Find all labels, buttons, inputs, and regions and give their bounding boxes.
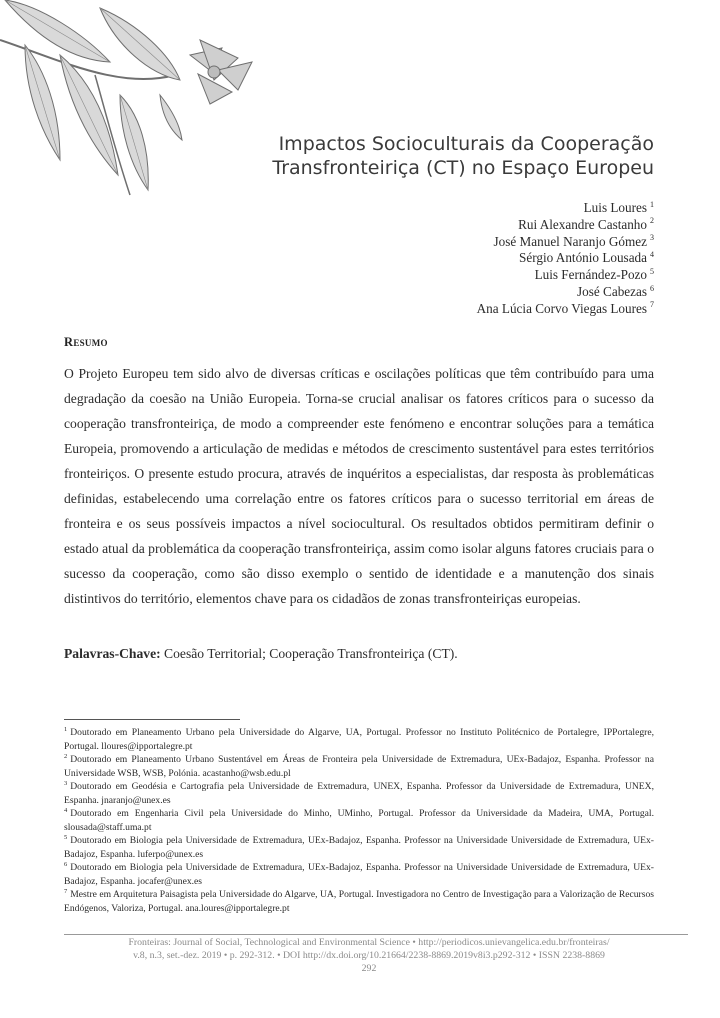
- footnote: [64, 807, 654, 834]
- footnote-text: Mestre em Arquitetura Paisagista pela Universidade do Algarve, UA, Portugal. Investigadora no Centro de Investigação para a Valorização de Recursos Endógenos, Valoriza, Portugal. ana.loures@ipportalegre.pt: [64, 889, 654, 914]
- footer-citation-line: v.8, n.3, set.-dez. 2019 • p. 292-312. • DOI http://dx.doi.org/10.21664/2238-8869.2019v8i3.p292-312 • ISSN 2238-8869: [133, 950, 605, 961]
- keywords-label: Palavras-Chave:: [64, 646, 161, 661]
- author-footnote-mark: 2: [650, 216, 654, 226]
- author-entry: [477, 284, 654, 301]
- author-list: [477, 200, 654, 318]
- author-entry: [477, 217, 654, 234]
- author-name: José Manuel Naranjo Gómez: [493, 233, 647, 249]
- article-title: [250, 132, 654, 180]
- botanical-illustration: [0, 0, 270, 200]
- footnote: [64, 888, 654, 915]
- author-name: Ana Lúcia Corvo Viegas Loures: [476, 300, 647, 316]
- footnote-text: Doutorado em Planeamento Urbano Sustentável em Áreas de Fronteira pela Universidade de Extremadura, UEx-Badajoz, Espanha. Professor na Universidade WSB, WSB, Polónia. acastanho@wsb.edu.pl: [64, 754, 654, 779]
- footnote: [64, 780, 654, 807]
- author-footnote-mark: 6: [650, 283, 654, 293]
- author-footnote-mark: 5: [650, 266, 654, 276]
- author-entry: [477, 250, 654, 267]
- author-name: Luis Fernández-Pozo: [534, 267, 647, 283]
- footnote-mark: 7: [64, 887, 68, 895]
- footnote: [64, 726, 654, 753]
- abstract-text: O Projeto Europeu tem sido alvo de diversas críticas e oscilações políticas que têm contribuído para uma degradação da coesão na União Europeia. Torna-se crucial analisar os fatores críticos para o sucesso da cooperação transfronteiriça, de modo a compreender este fenómeno e encontrar soluções para a temática Europeia, promovendo a articulação de medidas e métodos de crescimento sustentável para estes territórios fronteiriços. O presente estudo procura, através de inquéritos a especialistas, dar resposta às problemáticas definidas, estabelecendo uma correlação entre os fatores críticos para o sucesso territorial em áreas de fronteira e os seus possíveis impactos a nível sociocultural. Os resultados obtidos permitiram definir o estado atual da problemática da cooperação transfronteiriça, assim como isolar alguns fatores cruciais para o sucesso da cooperação, como são disso exemplo o sentido de identidade e a manutenção dos sinais distintivos do território, elementos chave para os cidadãos de zonas transfronteiriças europeias.: [64, 366, 654, 606]
- author-name: Luis Loures: [583, 200, 647, 215]
- footnote-mark: 2: [64, 752, 68, 760]
- footnote-mark: 3: [64, 779, 68, 787]
- footnote-mark: 6: [64, 860, 68, 868]
- footer-divider: [64, 934, 688, 935]
- author-name: José Cabezas: [577, 283, 647, 299]
- footnote-divider: [64, 719, 240, 720]
- author-footnote-mark: 7: [650, 300, 654, 310]
- author-footnote-mark: 3: [650, 233, 654, 243]
- footnote-mark: 4: [64, 806, 68, 814]
- journal-footer: [64, 936, 674, 975]
- footer-journal-line: Fronteiras: Journal of Social, Technological and Environmental Science • http://periodicos.unievangelica.edu.br/fronteiras/: [128, 937, 610, 948]
- footnote: [64, 861, 654, 888]
- keywords-text: Coesão Territorial; Cooperação Transfronteiriça (CT).: [160, 646, 458, 661]
- author-footnote-mark: 4: [650, 250, 654, 259]
- author-footnote-mark: 1: [650, 199, 654, 209]
- footnote: [64, 834, 654, 861]
- keywords: [64, 646, 664, 662]
- footnote-mark: 5: [64, 833, 68, 841]
- title-line-1: Impactos Socioculturais da Cooperação: [278, 133, 654, 155]
- footnote-text: Doutorado em Biologia pela Universidade de Extremadura, UEx-Badajoz, Espanha. Professor na Universidade Universidade de Extremadura, UEx-Badajoz, Espanha. jocafer@unex.es: [64, 862, 654, 887]
- author-entry: [477, 200, 654, 217]
- title-line-2: Transfronteiriça (CT) no Espaço Europeu: [272, 157, 654, 179]
- abstract-heading: Resumo: [64, 335, 108, 349]
- footnote-text: Doutorado em Biologia pela Universidade de Extremadura, UEx-Badajoz, Espanha. Professor na Universidade Universidade de Extremadura, UEx-Badajoz, Espanha. luferpo@unex.es: [64, 835, 654, 860]
- footnote-text: Doutorado em Planeamento Urbano pela Universidade do Algarve, UA, Portugal. Professor no Instituto Politécnico de Portalegre, IPPortalegre, Portugal. lloures@ipportalegre.pt: [64, 727, 654, 752]
- footnotes: [64, 726, 654, 915]
- author-entry: [477, 267, 654, 284]
- author-entry: [477, 234, 654, 251]
- page-number: 292: [361, 963, 377, 974]
- author-entry: [477, 301, 654, 318]
- footnote-text: Doutorado em Geodésia e Cartografia pela Universidade de Extremadura, UNEX, Espanha. Professor da Universidade de Extremadura, UNEX, Espanha. jnaranjo@unex.es: [64, 781, 654, 806]
- author-name: Sérgio António Lousada: [519, 250, 647, 266]
- footnote-text: Doutorado em Engenharia Civil pela Universidade do Minho, UMinho, Portugal. Professor da Universidade da Madeira, UMA, Portugal. slousada@staff.uma.pt: [64, 808, 654, 833]
- footnote: [64, 753, 654, 780]
- footnote-mark: 1: [64, 725, 68, 733]
- author-name: Rui Alexandre Castanho: [518, 216, 647, 232]
